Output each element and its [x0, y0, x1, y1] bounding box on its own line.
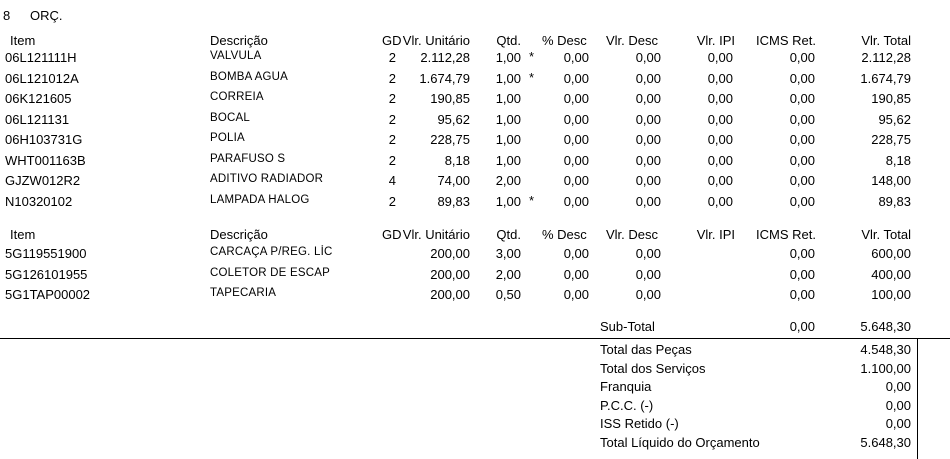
peca-flag-asterisk: * — [529, 49, 535, 64]
peca-vlr-desc: 0,00 — [635, 173, 661, 188]
peca-qtd: 1,00 — [495, 193, 521, 209]
peca-vlr-ipi: 0,00 — [707, 152, 733, 168]
col-header-qtd: Qtd. — [496, 33, 521, 48]
peca-pct-desc: 0,00 — [563, 91, 589, 106]
peca-item-code: 06H103731G — [5, 132, 83, 147]
servico-vlr-total: 100,00 — [871, 287, 911, 302]
col-header-qtd: Qtd. — [496, 227, 521, 242]
total-label: Total Líquido do Orçamento — [600, 434, 760, 450]
col-header-vlr-desc: Vlr. Desc — [606, 227, 659, 242]
peca-pct-desc: 0,00 — [563, 193, 589, 209]
peca-pct-desc: 0,00 — [563, 132, 589, 147]
servico-item-code: 5G1TAP00002 — [5, 287, 91, 302]
subtotal-label: Sub-Total — [600, 319, 655, 334]
right-border-line — [917, 338, 918, 459]
col-header-vlr-unitario: Vlr. Unitário — [402, 227, 470, 242]
col-header-pct-desc: % Desc — [542, 33, 587, 48]
peca-qtd: 1,00 — [495, 152, 521, 168]
col-header-icms-ret: ICMS Ret. — [756, 33, 816, 48]
peca-vlr-ipi: 0,00 — [707, 91, 733, 106]
total-label: Total das Peças — [600, 342, 692, 357]
peca-gd: 4 — [388, 173, 396, 188]
peca-vlr-unitario: 74,00 — [437, 173, 470, 188]
peca-descricao: ADITIVO RADIADOR — [210, 173, 324, 185]
servico-descricao: TAPECARIA — [210, 287, 277, 299]
peca-icms-ret: 0,00 — [789, 50, 815, 65]
peca-vlr-desc: 0,00 — [635, 132, 661, 147]
col-header-descricao: Descrição — [210, 33, 268, 48]
total-label: Total dos Serviços — [600, 360, 706, 376]
peca-vlr-unitario: 1.674,79 — [419, 70, 470, 86]
peca-qtd: 2,00 — [495, 173, 521, 188]
total-label: P.C.C. (-) — [600, 397, 654, 413]
peca-vlr-unitario: 8,18 — [444, 152, 470, 168]
peca-item-code: 06K121605 — [5, 91, 72, 106]
peca-gd: 2 — [388, 50, 396, 65]
servico-pct-desc: 0,00 — [563, 287, 589, 302]
peca-gd: 2 — [388, 132, 396, 147]
servico-qtd: 0,50 — [495, 287, 521, 302]
total-value: 0,00 — [885, 397, 911, 413]
peca-descricao: VALVULA — [210, 50, 262, 62]
peca-vlr-total: 8,18 — [885, 152, 911, 168]
servico-vlr-unitario: 200,00 — [430, 246, 470, 261]
servico-icms-ret: 0,00 — [789, 287, 815, 302]
total-label: Franquia — [600, 379, 652, 394]
peca-descricao: BOCAL — [210, 111, 250, 124]
total-value: 1.100,00 — [860, 360, 911, 376]
peca-item-code: 06L121012A — [5, 70, 79, 86]
servico-qtd: 2,00 — [495, 266, 521, 282]
peca-icms-ret: 0,00 — [789, 70, 815, 86]
col-header-vlr-total: Vlr. Total — [861, 227, 911, 242]
subtotal-icms: 0,00 — [789, 319, 815, 334]
peca-gd: 2 — [388, 152, 396, 168]
peca-qtd: 1,00 — [495, 70, 521, 86]
peca-vlr-desc: 0,00 — [635, 70, 661, 86]
peca-gd: 2 — [388, 193, 396, 209]
peca-flag-asterisk: * — [529, 192, 535, 208]
peca-vlr-total: 1.674,79 — [860, 70, 911, 86]
peca-icms-ret: 0,00 — [789, 132, 815, 147]
col-header-vlr-unitario: Vlr. Unitário — [402, 33, 470, 48]
peca-vlr-desc: 0,00 — [635, 91, 661, 106]
peca-vlr-total: 95,62 — [878, 111, 911, 127]
peca-icms-ret: 0,00 — [789, 193, 815, 209]
peca-flag-asterisk: * — [529, 69, 535, 85]
peca-item-code: 06L121111H — [5, 50, 77, 65]
servico-icms-ret: 0,00 — [789, 246, 815, 261]
total-value: 0,00 — [885, 416, 911, 431]
peca-vlr-total: 228,75 — [871, 132, 911, 147]
servico-vlr-desc: 0,00 — [635, 287, 661, 302]
total-value: 4.548,30 — [860, 342, 911, 357]
col-header-item: Item — [10, 33, 36, 48]
peca-vlr-unitario: 228,75 — [430, 132, 470, 147]
peca-gd: 2 — [388, 70, 396, 86]
col-header-gd: GD — [382, 33, 402, 48]
peca-pct-desc: 0,00 — [563, 50, 589, 65]
col-header-item: Item — [10, 227, 36, 242]
col-header-icms-ret: ICMS Ret. — [756, 227, 816, 242]
peca-item-code: GJZW012R2 — [5, 173, 81, 188]
peca-descricao: PARAFUSO S — [210, 152, 286, 165]
peca-vlr-desc: 0,00 — [635, 111, 661, 127]
servico-pct-desc: 0,00 — [563, 246, 589, 261]
col-header-vlr-total: Vlr. Total — [861, 33, 911, 48]
header-label: ORÇ. — [30, 8, 63, 23]
peca-vlr-total: 2.112,28 — [861, 50, 911, 65]
servico-descricao: CARCAÇA P/REG. LÍC — [210, 246, 333, 258]
servico-vlr-total: 600,00 — [871, 246, 911, 261]
peca-gd: 2 — [388, 91, 396, 106]
peca-descricao: BOMBA AGUA — [210, 70, 289, 83]
col-header-vlr-desc: Vlr. Desc — [606, 33, 659, 48]
peca-icms-ret: 0,00 — [789, 111, 815, 127]
peca-item-code: N10320102 — [5, 193, 73, 209]
total-value: 5.648,30 — [860, 434, 911, 450]
subtotal-total: 5.648,30 — [860, 319, 911, 334]
peca-icms-ret: 0,00 — [789, 173, 815, 188]
peca-item-code: 06L121131 — [5, 111, 70, 127]
total-value: 0,00 — [885, 379, 911, 394]
peca-vlr-desc: 0,00 — [635, 152, 661, 168]
peca-qtd: 1,00 — [495, 111, 521, 127]
peca-vlr-ipi: 0,00 — [707, 50, 733, 65]
peca-pct-desc: 0,00 — [563, 111, 589, 127]
peca-item-code: WHT001163B — [5, 152, 86, 168]
peca-pct-desc: 0,00 — [563, 152, 589, 168]
col-header-pct-desc: % Desc — [542, 227, 587, 242]
peca-vlr-unitario: 2.112,28 — [420, 50, 470, 65]
total-label: ISS Retido (-) — [600, 416, 679, 431]
peca-vlr-ipi: 0,00 — [707, 193, 733, 209]
servico-descricao: COLETOR DE ESCAP — [210, 266, 330, 279]
servico-item-code: 5G119551900 — [5, 246, 87, 261]
peca-vlr-ipi: 0,00 — [707, 173, 733, 188]
peca-qtd: 1,00 — [495, 132, 521, 147]
peca-pct-desc: 0,00 — [563, 70, 589, 86]
servico-icms-ret: 0,00 — [789, 266, 815, 282]
peca-vlr-ipi: 0,00 — [707, 70, 733, 86]
peca-icms-ret: 0,00 — [789, 91, 815, 106]
peca-qtd: 1,00 — [495, 50, 521, 65]
servico-vlr-total: 400,00 — [871, 266, 911, 282]
peca-vlr-unitario: 89,83 — [437, 193, 470, 209]
peca-vlr-ipi: 0,00 — [707, 132, 733, 147]
peca-descricao: LAMPADA HALOG — [210, 193, 310, 206]
peca-vlr-desc: 0,00 — [635, 50, 661, 65]
peca-descricao: CORREIA — [210, 91, 264, 103]
totals-divider — [0, 338, 950, 339]
header-number: 8 — [3, 8, 11, 23]
peca-icms-ret: 0,00 — [789, 152, 815, 168]
peca-pct-desc: 0,00 — [563, 173, 589, 188]
col-header-gd: GD — [382, 227, 402, 242]
peca-vlr-desc: 0,00 — [635, 193, 661, 209]
peca-vlr-unitario: 190,85 — [430, 91, 470, 106]
servico-vlr-desc: 0,00 — [635, 266, 661, 282]
servico-item-code: 5G126101955 — [5, 266, 88, 282]
servico-vlr-unitario: 200,00 — [430, 266, 470, 282]
peca-vlr-total: 148,00 — [871, 173, 911, 188]
servico-vlr-desc: 0,00 — [635, 246, 661, 261]
col-header-vlr-ipi: Vlr. IPI — [696, 33, 735, 48]
peca-qtd: 1,00 — [495, 91, 521, 106]
servico-qtd: 3,00 — [495, 246, 521, 261]
col-header-vlr-ipi: Vlr. IPI — [696, 227, 735, 242]
peca-vlr-total: 89,83 — [878, 193, 911, 209]
servico-pct-desc: 0,00 — [563, 266, 589, 282]
peca-descricao: POLIA — [210, 132, 245, 144]
col-header-descricao: Descrição — [210, 227, 268, 242]
peca-gd: 2 — [388, 111, 396, 127]
peca-vlr-total: 190,85 — [871, 91, 911, 106]
peca-vlr-unitario: 95,62 — [437, 111, 470, 127]
servico-vlr-unitario: 200,00 — [430, 287, 470, 302]
peca-vlr-ipi: 0,00 — [707, 111, 733, 127]
